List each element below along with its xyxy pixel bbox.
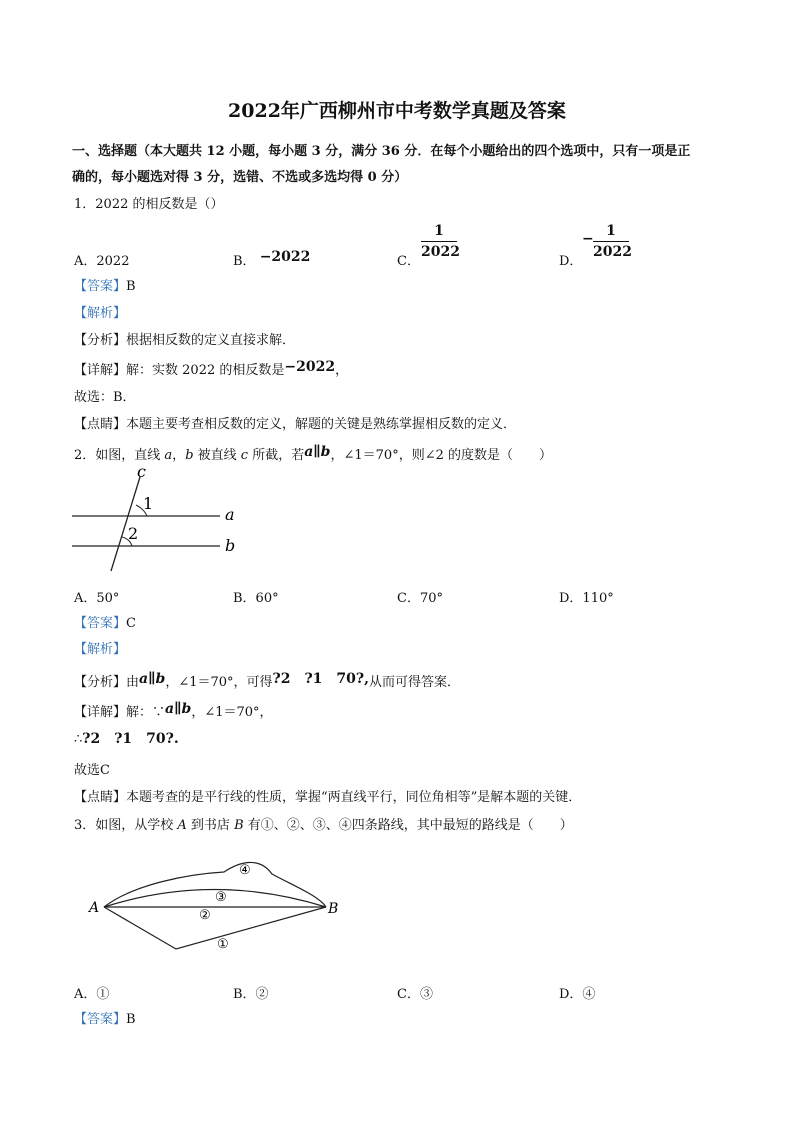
label-c: c [137, 463, 146, 481]
label-1: 1 [143, 494, 154, 513]
q3-stem-B: B [234, 818, 244, 833]
q1-option-d-fraction [593, 222, 632, 261]
q1-option-d-numerator: 1 [606, 223, 616, 239]
q2-dianjing-text: 本题考查的是平行线的性质，掌握“两直线平行，同位角相等”是解本题的关键． [126, 790, 582, 805]
q1-analysis-tag: 【解析】 [74, 306, 127, 321]
label-B: B [328, 901, 339, 917]
label-route-2: ② [199, 908, 211, 923]
q3-stem-pre: 3．如图，从学校 [74, 818, 178, 833]
q3-answer [74, 1008, 136, 1027]
q2-therefore-math: ?2 ?1 70?. [82, 731, 179, 747]
q2-stem-mid3: 所截，若 [248, 448, 305, 463]
q3-stem-mid: 到书店 [186, 818, 235, 833]
q2-option-c: C．70° [397, 591, 443, 606]
q1-option-d-sign: − [582, 231, 594, 247]
q1-option-b [233, 250, 310, 269]
answer-tag: 【答案】 [74, 616, 127, 631]
q2-xiangjie-math: a∥b [165, 701, 192, 717]
fraction-bar [593, 241, 629, 242]
xiangjie-tag: 【详解】 [74, 363, 127, 378]
q2-fenxi-post: 从而可得答案． [368, 675, 460, 690]
q2-guxuan: 故选C [74, 763, 110, 778]
q2-fenxi-pre: 由 [126, 675, 140, 690]
q2-stem-b: b [185, 448, 194, 463]
q1-option-c-denominator: 2022 [421, 244, 460, 260]
q1-stem: 1．2022 的相反数是（） [74, 197, 224, 212]
label-route-1: ① [217, 937, 229, 952]
label-route-4: ④ [239, 863, 251, 878]
q3-option-c: C．③ [397, 987, 433, 1002]
q1-xiangjie-math: −2022 [284, 359, 336, 375]
q2-therefore [74, 728, 179, 748]
therefore-symbol: ∴ [74, 732, 83, 747]
section-header-line-2: 确的，每小题选对得 3 分，选错、不选或多选均得 0 分） [72, 170, 408, 185]
q2-stem-mid1: ， [172, 448, 186, 463]
q1-option-b-label: B． [233, 254, 256, 269]
q2-answer [74, 612, 136, 631]
q1-option-d-label: D． [559, 254, 583, 269]
q2-xiangjie-pre: 解：∵ [126, 705, 166, 720]
q2-analysis-tag: 【解析】 [74, 642, 127, 657]
q2-stem-a: a [164, 448, 173, 463]
q3-stem-post: 有①、②、③、④四条路线，其中最短的路线是（ ） [243, 818, 573, 833]
q1-xiangjie [74, 359, 348, 378]
section-header-line-1: 一、选择题（本大题共 12 小题，每小题 3 分，满分 36 分．在每个小题给出的四个选项中，只有一项是正 [72, 144, 691, 159]
q2-fenxi-math1: a∥b [139, 671, 166, 687]
q2-stem [74, 444, 552, 463]
fenxi-tag: 【分析】 [74, 675, 127, 690]
q3-stem-A: A [177, 818, 187, 833]
q1-fenxi-text: 根据相反数的定义直接求解． [126, 333, 296, 348]
dianjing-tag: 【点睛】 [74, 417, 127, 432]
q1-option-b-math: −2022 [259, 249, 311, 265]
q2-stem-c: c [240, 448, 249, 463]
label-2: 2 [128, 524, 139, 543]
q1-option-c-numerator: 1 [434, 223, 444, 239]
q2-figure [68, 463, 248, 575]
q1-fenxi [74, 329, 295, 348]
q1-answer-value: B [126, 279, 136, 294]
answer-tag: 【答案】 [74, 1012, 127, 1027]
q1-option-c-label: C． [397, 254, 420, 269]
q2-xiangjie [74, 701, 273, 720]
dianjing-tag: 【点睛】 [74, 790, 127, 805]
q3-option-a: A．① [74, 987, 110, 1002]
q3-answer-value: B [126, 1012, 136, 1027]
q2-fenxi [74, 671, 460, 691]
label-A: A [89, 900, 100, 916]
q1-option-c-fraction [421, 222, 460, 261]
fraction-bar [421, 241, 457, 242]
q1-guxuan: 故选：B． [74, 390, 136, 405]
q1-xiangjie-post: ， [335, 363, 349, 378]
q1-xiangjie-text: 解：实数 2022 的相反数是 [126, 363, 285, 378]
q3-option-b: B．② [233, 987, 269, 1002]
q1-dianjing-text: 本题主要考查相反数的定义，解题的关键是熟练掌握相反数的定义． [126, 417, 517, 432]
label-a: a [225, 505, 235, 524]
q1-answer [74, 275, 136, 294]
q2-stem-mid2: 被直线 [193, 448, 241, 463]
q2-option-d: D．110° [559, 591, 614, 606]
page-title: 2022年广西柳州市中考数学真题及答案 [228, 100, 566, 122]
fenxi-tag: 【分析】 [74, 333, 127, 348]
label-b: b [225, 536, 236, 555]
q1-option-d-denominator: 2022 [593, 244, 632, 260]
q3-option-d: D．④ [559, 987, 596, 1002]
route-1 [104, 907, 326, 949]
q1-option-a: A．2022 [74, 254, 130, 269]
q3-stem [74, 814, 573, 833]
q2-fenxi-mid: ，∠1＝70°，可得 [165, 675, 273, 690]
label-route-3: ③ [215, 890, 227, 905]
q2-stem-post: ，∠1＝70°，则∠2 的度数是（ ） [330, 448, 552, 463]
q3-figure [84, 852, 349, 954]
q2-xiangjie-post: ，∠1＝70°， [191, 705, 273, 720]
q2-option-b: B．60° [233, 591, 279, 606]
q2-answer-value: C [126, 616, 136, 631]
q2-option-a: A．50° [74, 591, 120, 606]
q1-dianjing [74, 413, 516, 432]
xiangjie-tag: 【详解】 [74, 705, 127, 720]
q2-stem-math: a∥b [304, 444, 331, 460]
q2-dianjing [74, 786, 581, 805]
q2-stem-pre: 2．如图，直线 [74, 448, 165, 463]
answer-tag: 【答案】 [74, 279, 127, 294]
q2-fenxi-math2: ?2 ?1 70?, [272, 671, 369, 687]
